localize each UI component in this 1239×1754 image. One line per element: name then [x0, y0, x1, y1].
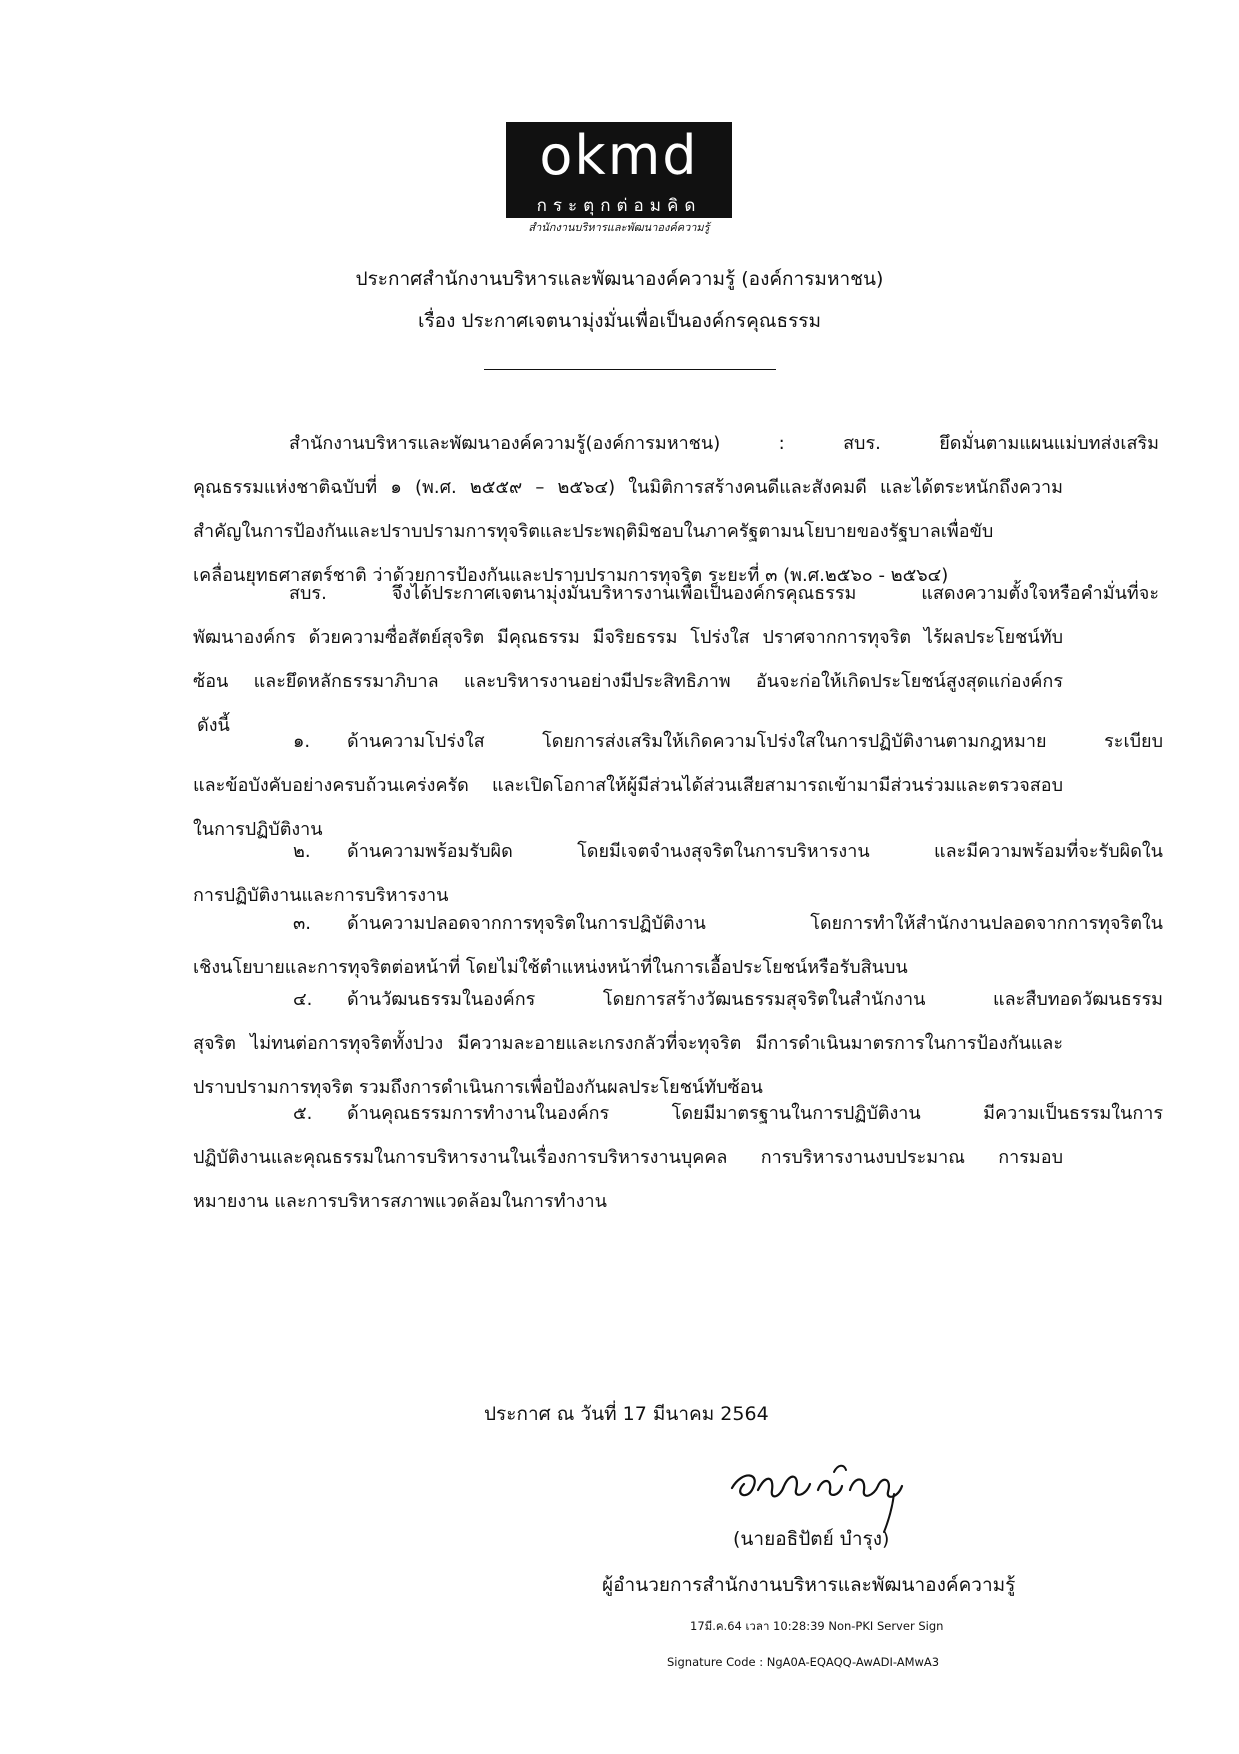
signer-name: (นายอธิปัตย์ บำรุง): [733, 1528, 890, 1550]
announcement-title: ประกาศสำนักงานบริหารและพัฒนาองค์ความรู้ (องค์การมหาชน): [355, 268, 884, 290]
paragraph-line: เคลื่อนยุทธศาสตร์ชาติ ว่าด้วยการป้องกันและปราบปรามการทุจริต ระยะที่ ๓ (พ.ศ.๒๕๖๐ - ๒๕๖๔): [193, 565, 949, 586]
list-item-line: หมายงาน และการบริหารสภาพแวดล้อมในการทำงาน: [193, 1191, 607, 1212]
list-item-number: ๕.: [293, 1103, 313, 1124]
list-item-line: สุจริต ไม่ทนต่อการทุจริตทั้งปวง มีความละอายและเกรงกลัวที่จะทุจริต มีการดำเนินมาตรการในการป้องกันและ: [193, 1033, 1063, 1054]
sign-timestamp: 17มี.ค.64 เวลา 10:28:39 Non-PKI Server Sign: [690, 1619, 944, 1633]
logo-tagline: กระตุกต่อมคิด: [536, 196, 702, 216]
paragraph-line: สำนักงานบริหารและพัฒนาองค์ความรู้(องค์การมหาชน) : สบร. ยึดมั่นตามแผนแม่บทส่งเสริม: [289, 433, 1159, 454]
list-item-line: ปราบปรามการทุจริต รวมถึงการดำเนินการเพื่อป้องกันผลประโยชน์ทับซ้อน: [193, 1077, 763, 1098]
list-item-text: ด้านคุณธรรมการทำงานในองค์กร โดยมีมาตรฐานในการปฏิบัติงาน มีความเป็นธรรมในการ: [347, 1103, 1163, 1124]
list-item-number: ๒.: [293, 841, 311, 862]
list-item-line: ในการปฏิบัติงาน: [193, 819, 323, 840]
announcement-date: ประกาศ ณ วันที่ 17 มีนาคม 2564: [484, 1403, 769, 1425]
announcement-subject: เรื่อง ประกาศเจตนามุ่งมั่นเพื่อเป็นองค์กรคุณธรรม: [417, 310, 822, 332]
paragraph-line: คุณธรรมแห่งชาติฉบับที่ ๑ (พ.ศ. ๒๕๕๙ – ๒๕๖๔) ในมิติการสร้างคนดีและสังคมดี และได้ตระหนักถึงความ: [193, 477, 1063, 498]
list-item-first-line: [193, 830, 1163, 874]
list-item-line: การปฏิบัติงานและการบริหารงาน: [193, 885, 449, 906]
paragraph-line: ซ้อน และยึดหลักธรรมาภิบาล และบริหารงานอย่างมีประสิทธิภาพ อันจะก่อให้เกิดประโยชน์สูงสุดแก่องค์กร: [193, 671, 1063, 692]
list-item-first-line: [193, 978, 1163, 1022]
list-item-first-line: [193, 902, 1163, 946]
list-item-line: ปฏิบัติงานและคุณธรรมในการบริหารงานในเรื่องการบริหารงานบุคคล การบริหารงานงบประมาณ การมอบ: [193, 1147, 1063, 1168]
list-item-number: ๓.: [293, 913, 312, 934]
list-item-number: ๔.: [293, 989, 313, 1010]
logo-subtitle: สำนักงานบริหารและพัฒนาองค์ความรู้: [528, 221, 710, 234]
list-item-number: ๑.: [293, 731, 311, 752]
logo-wordmark: okmd: [539, 124, 699, 187]
list-item-text: ด้านความโปร่งใส โดยการส่งเสริมให้เกิดความโปร่งใสในการปฏิบัติงานตามกฎหมาย ระเบียบ: [347, 731, 1163, 752]
logo-black-box: [506, 122, 732, 218]
paragraph-line: สบร. จึงได้ประกาศเจตนามุ่งมั่นบริหารงานเพื่อเป็นองค์กรคุณธรรม แสดงความตั้งใจหรือคำมั่นที่จะ: [289, 583, 1159, 604]
signer-title: ผู้อำนวยการสำนักงานบริหารและพัฒนาองค์ความรู้: [602, 1574, 1016, 1596]
list-item-text: ด้านวัฒนธรรมในองค์กร โดยการสร้างวัฒนธรรมสุจริตในสำนักงาน และสืบทอดวัฒนธรรม: [347, 989, 1163, 1010]
list-item-first-line: [193, 720, 1163, 764]
signature-code: Signature Code : NgA0A-EQAQQ-AwADI-AMwA3: [667, 1655, 940, 1669]
list-item-text: ด้านความปลอดจากการทุจริตในการปฏิบัติงาน โดยการทำให้สำนักงานปลอดจากการทุจริตใน: [347, 913, 1163, 934]
paragraph-line: ดังนี้: [197, 715, 230, 736]
list-item-line: เชิงนโยบายและการทุจริตต่อหน้าที่ โดยไม่ใช้ตำแหน่งหน้าที่ในการเอื้อประโยชน์หรือรับสินบน: [193, 957, 908, 978]
title-divider: [484, 369, 776, 370]
okmd-logo: [494, 122, 744, 234]
list-item-text: ด้านความพร้อมรับผิด โดยมีเจตจำนงสุจริตในการบริหารงาน และมีความพร้อมที่จะรับผิดใน: [347, 841, 1163, 862]
paragraph-line: พัฒนาองค์กร ด้วยความซื่อสัตย์สุจริต มีคุณธรรม มีจริยธรรม โปร่งใส ปราศจากการทุจริต ไร้ผลประโยชน์ทับ: [193, 627, 1063, 648]
list-item-first-line: [193, 1092, 1163, 1136]
list-item-line: และข้อบังคับอย่างครบถ้วนเคร่งครัด และเปิดโอกาสให้ผู้มีส่วนได้ส่วนเสียสามารถเข้ามามีส่วนร่วมและตรวจสอบ: [193, 775, 1063, 796]
paragraph-line: สำคัญในการป้องกันและปราบปรามการทุจริตและประพฤติมิชอบในภาครัฐตามนโยบายของรัฐบาลเพื่อขับ: [193, 521, 994, 542]
